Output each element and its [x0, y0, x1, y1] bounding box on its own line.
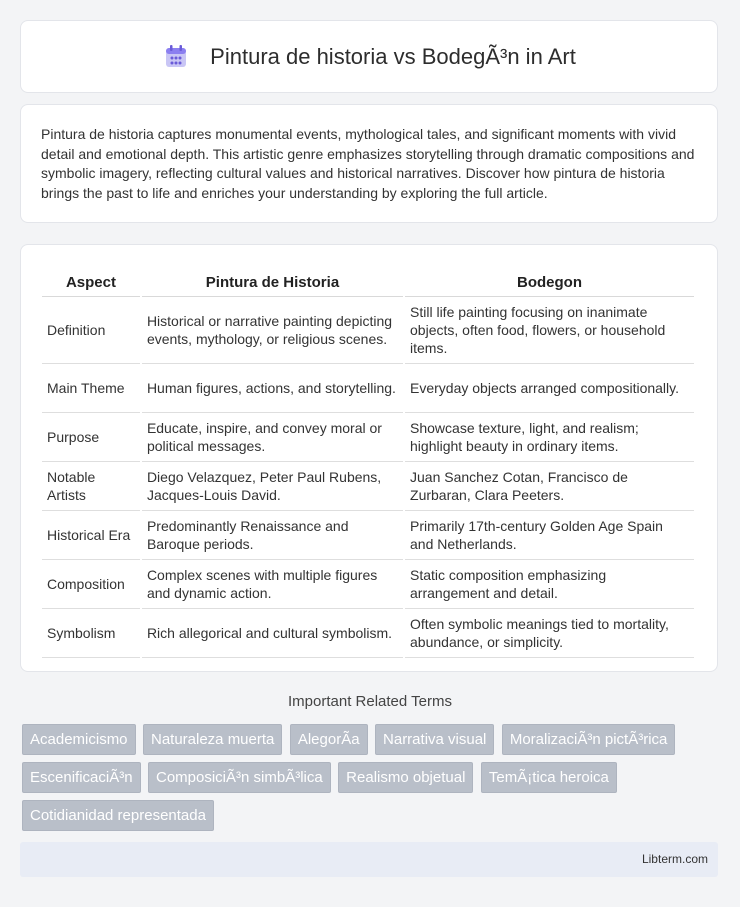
related-term-tag[interactable]: Realismo objetual: [338, 762, 473, 793]
bodegon-cell: Showcase texture, light, and realism; highlight beauty in ordinary items.: [405, 413, 694, 462]
related-terms-title: Important Related Terms: [288, 693, 452, 710]
title-text: Pintura de historia vs BodegÃ³n in Art: [210, 43, 576, 69]
aspect-cell: Definition: [42, 297, 140, 364]
header-card: [20, 20, 718, 93]
intro-text: Pintura de historia captures monumental events, mythological tales, and significant moments with vivid detail and emotional depth. This artistic genre emphasizes storytelling through dramatic compositions and symbolic imagery, reflecting cultural values and historical narratives. Discover how pintura de historia brings the past to life and enriches your understanding by exploring the full article.: [41, 126, 695, 201]
table-row: [42, 560, 694, 609]
bodegon-cell: Static composition emphasizing arrangement and detail.: [405, 560, 694, 609]
related-term-tag[interactable]: Academicismo: [22, 724, 136, 755]
comparison-table: [40, 265, 696, 658]
pintura-cell: Predominantly Renaissance and Baroque periods.: [142, 511, 403, 560]
column-header: Pintura de Historia: [142, 265, 403, 297]
related-term-tag[interactable]: ComposiciÃ³n simbÃ³lica: [148, 762, 331, 793]
intro-card: [20, 104, 718, 223]
pintura-cell: Educate, inspire, and convey moral or political messages.: [142, 413, 403, 462]
aspect-cell: Symbolism: [42, 609, 140, 658]
aspect-cell: Historical Era: [42, 511, 140, 560]
aspect-cell: Purpose: [42, 413, 140, 462]
aspect-cell: Notable Artists: [42, 462, 140, 511]
aspect-cell: Main Theme: [42, 364, 140, 413]
column-header: Bodegon: [405, 265, 694, 297]
comparison-card: [20, 244, 718, 672]
related-term-tag[interactable]: AlegorÃa: [290, 724, 368, 755]
calendar-icon: [162, 43, 190, 71]
table-row: [42, 297, 694, 364]
page-title: [162, 43, 576, 71]
bodegon-cell: Everyday objects arranged compositionally.: [405, 364, 694, 413]
bodegon-cell: Still life painting focusing on inanimate objects, often food, flowers, or household items.: [405, 297, 694, 364]
table-row: [42, 609, 694, 658]
bodegon-cell: Juan Sanchez Cotan, Francisco de Zurbaran, Clara Peeters.: [405, 462, 694, 511]
footer: [20, 842, 718, 877]
related-term-tag[interactable]: Cotidianidad representada: [22, 800, 214, 831]
pintura-cell: Human figures, actions, and storytelling.: [142, 364, 403, 413]
pintura-cell: Rich allegorical and cultural symbolism.: [142, 609, 403, 658]
related-term-tag[interactable]: EscenificaciÃ³n: [22, 762, 141, 793]
table-row: [42, 413, 694, 462]
related-term-tag[interactable]: Naturaleza muerta: [143, 724, 282, 755]
related-term-tag[interactable]: Narrativa visual: [375, 724, 494, 755]
table-row: [42, 511, 694, 560]
table-row: [42, 462, 694, 511]
table-header-row: [42, 265, 694, 297]
related-terms-list: [22, 724, 722, 838]
pintura-cell: Complex scenes with multiple figures and dynamic action.: [142, 560, 403, 609]
pintura-cell: Diego Velazquez, Peter Paul Rubens, Jacques-Louis David.: [142, 462, 403, 511]
aspect-cell: Composition: [42, 560, 140, 609]
pintura-cell: Historical or narrative painting depicting events, mythology, or religious scenes.: [142, 297, 403, 364]
column-header: Aspect: [42, 265, 140, 297]
related-term-tag[interactable]: TemÃ¡tica heroica: [481, 762, 617, 793]
bodegon-cell: Primarily 17th-century Golden Age Spain and Netherlands.: [405, 511, 694, 560]
bodegon-cell: Often symbolic meanings tied to mortality, abundance, or simplicity.: [405, 609, 694, 658]
footer-site-link[interactable]: Libterm.com: [641, 852, 708, 866]
table-row: [42, 364, 694, 413]
related-term-tag[interactable]: MoralizaciÃ³n pictÃ³rica: [502, 724, 676, 755]
